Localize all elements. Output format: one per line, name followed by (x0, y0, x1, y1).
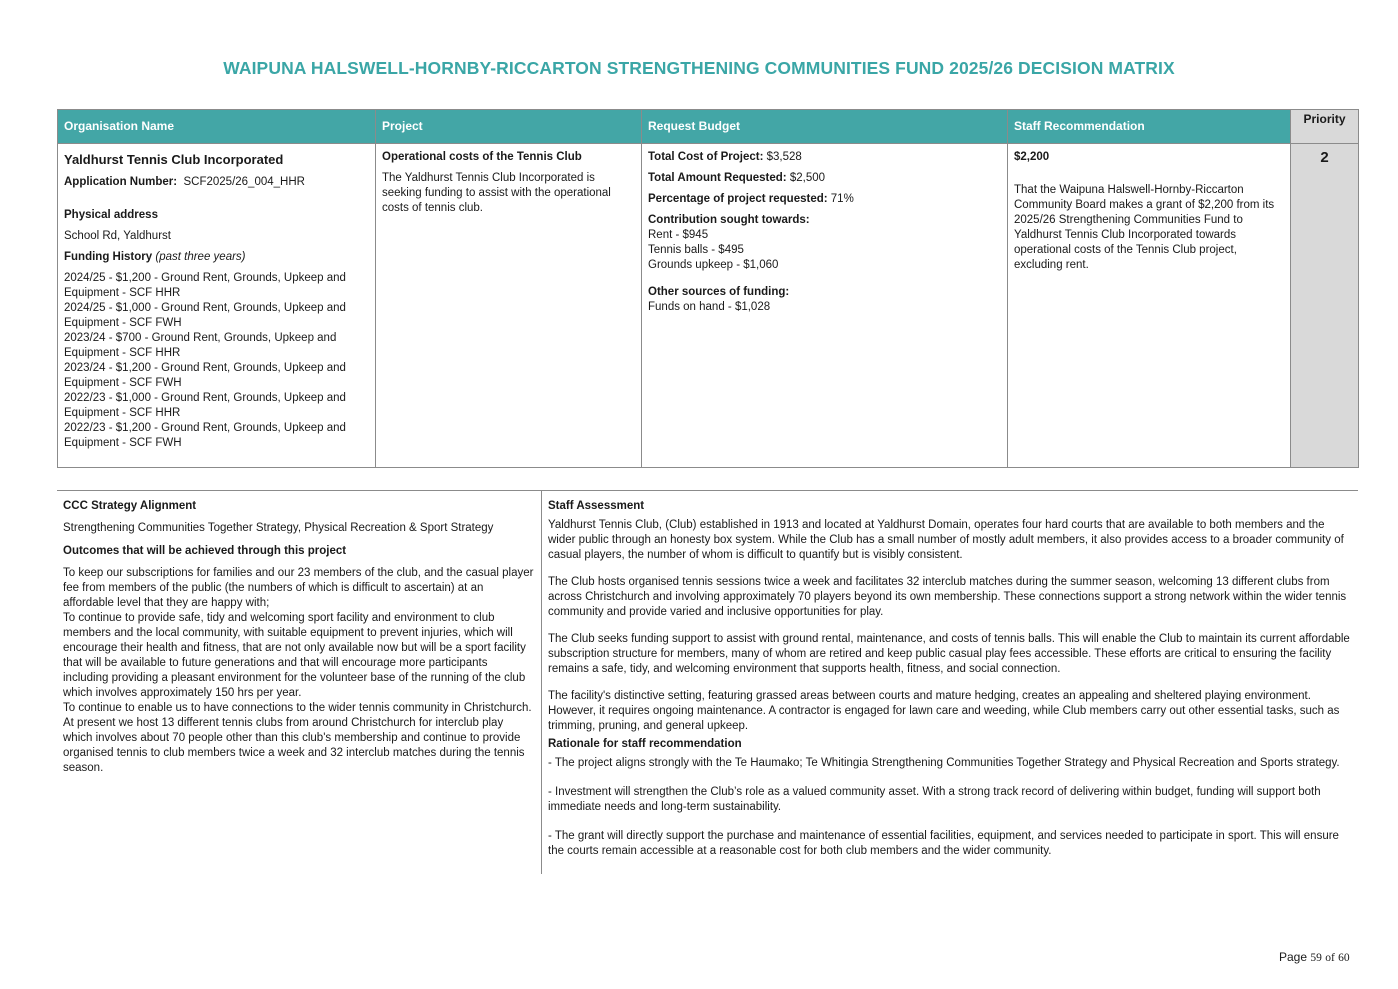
assessment-paragraph: The Club hosts organised tennis sessions twice a week and facilitates 32 interclub matches during the summer season, welcoming 13 different clubs from across Christchurch and involving approximately 70 players beyond its own membership. These connections support a strong network within the wider tennis community and provide varied and inclusive opportunities for play. (548, 576, 1347, 618)
staff-assessment-panel (541, 491, 1358, 874)
header-project: Project (376, 110, 642, 144)
list-item: Tennis balls - $495 (648, 244, 744, 256)
recommendation-text: That the Waipuna Halswell-Hornby-Riccarton Community Board makes a grant of $2,200 from its 2025/26 Strengthening Communities Fund to Yaldhurst Tennis Club Incorporated towards operational costs of the Tennis Club project, excluding rent. (1014, 184, 1275, 271)
list-item: 2023/24 - $700 - Ground Rent, Grounds, Upkeep and Equipment - SCF HHR (64, 332, 337, 359)
header-priority: Priority (1291, 110, 1359, 144)
assessment-section (57, 490, 1358, 874)
project-title: Operational costs of the Tennis Club (382, 151, 582, 163)
strategy-alignment-panel (57, 491, 541, 874)
assessment-paragraph: Yaldhurst Tennis Club, (Club) established in 1913 and located at Yaldhurst Domain, operates four hard courts that are available to both members and the wider public through an honesty box system. While the Club has a small number of mostly adult members, it also provides access to a broader community of casual players, the number of whom is difficult to quantify but is visibly consistent. (548, 519, 1344, 561)
list-item: Funds on hand - $1,028 (648, 301, 771, 313)
project-cell (376, 144, 642, 468)
header-organisation: Organisation Name (58, 110, 376, 144)
rationale-item: - Investment will strengthen the Club’s role as a valued community asset. With a strong track record of delivering within budget, funding will support both immediate needs and long-term sustainability. (548, 786, 1321, 813)
assessment-paragraph: The Club seeks funding support to assist with ground rental, maintenance, and costs of tennis balls. This will enable the Club to maintain its current affordable subscription structure for members, many of whom are retired and keep public casual play fees accessible. These efforts are critical to ensuring the facility remains a safe, tidy, and welcoming environment that supports health, fitness, and social connection. (548, 633, 1350, 675)
list-item: To continue to enable us to have connections to the wider tennis community in Christchurch. At present we host 13 different tennis clubs from around Christchurch for interclub play which involves about 70 people other than this club's membership and continue to provide organised tennis to club members twice a week and 32 interclub matches during the tennis season. (63, 702, 532, 774)
funding-history-label: Funding History (past three years) (64, 251, 246, 263)
rationale-heading: Rationale for staff recommendation (548, 738, 742, 750)
funding-history-list (64, 271, 369, 451)
header-budget: Request Budget (642, 110, 1008, 144)
amount-requested: Total Amount Requested: $2,500 (648, 172, 826, 184)
recommended-amount: $2,200 (1014, 151, 1050, 163)
organisation-cell (58, 144, 376, 468)
application-number: Application Number: SCF2025/26_004_HHR (64, 176, 305, 188)
list-item: 2022/23 - $1,000 - Ground Rent, Grounds, Upkeep and Equipment - SCF HHR (64, 392, 346, 419)
list-item: 2024/25 - $1,200 - Ground Rent, Grounds, Upkeep and Equipment - SCF HHR (64, 272, 346, 299)
recommendation-cell (1008, 144, 1291, 468)
table-row (58, 144, 1359, 468)
header-recommendation: Staff Recommendation (1008, 110, 1291, 144)
list-item: 2024/25 - $1,000 - Ground Rent, Grounds, Upkeep and Equipment - SCF FWH (64, 302, 346, 329)
page-number: Page 59 of 60 (1279, 950, 1350, 964)
list-item: Grounds upkeep - $1,060 (648, 259, 779, 271)
contribution-label: Contribution sought towards: (648, 214, 810, 226)
decision-matrix-table (57, 109, 1359, 468)
address-label: Physical address (64, 209, 158, 221)
rationale-item: - The project aligns strongly with the Te Haumako; Te Whitingia Strengthening Communities Together Strategy and Physical Recreation and Sports strategy. (548, 757, 1340, 769)
alignment-strategies: Strengthening Communities Together Strategy, Physical Recreation & Sport Strategy (63, 522, 494, 534)
total-cost: Total Cost of Project: $3,528 (648, 151, 802, 163)
outcomes-heading: Outcomes that will be achieved through this project (63, 545, 347, 557)
priority-value: 2 (1291, 144, 1359, 468)
list-item: To keep our subscriptions for families and our 23 members of the club, and the casual player fee from members of the public (the numbers of which is difficult to ascertain) at an affordable level that they are happy with; (63, 567, 534, 609)
list-item: Rent - $945 (648, 229, 709, 241)
table-header-row (58, 110, 1359, 144)
address-value: School Rd, Yaldhurst (64, 230, 171, 242)
assessment-paragraph: The facility's distinctive setting, featuring grassed areas between courts and mature hedging, creates an appealing and sheltered playing environment. However, it requires ongoing maintenance. A contractor is engaged for lawn care and weeding, while Club members carry out other essential tasks, such as trimming, pruning, and general upkeep. (548, 690, 1340, 732)
other-funding-label: Other sources of funding: (648, 286, 790, 298)
assessment-heading: Staff Assessment (548, 500, 645, 512)
page-title: WAIPUNA HALSWELL-HORNBY-RICCARTON STRENGTHENING COMMUNITIES FUND 2025/26 DECISION MATRIX (223, 58, 1175, 78)
list-item: 2022/23 - $1,200 - Ground Rent, Grounds, Upkeep and Equipment - SCF FWH (64, 422, 346, 449)
rationale-item: - The grant will directly support the purchase and maintenance of essential facilities, equipment, and services needed to participate in sport. This will ensure the courts remain accessible at a reasonable cost for both club members and the wider community. (548, 830, 1339, 857)
percentage-requested: Percentage of project requested: 71% (648, 193, 854, 205)
alignment-heading: CCC Strategy Alignment (63, 500, 197, 512)
list-item: To continue to provide safe, tidy and welcoming sport facility and environment to club members and the local community, with suitable equipment to prevent injuries, which will encourage their health and fitness, that are not only available now but will be a sport facility that will be available to future generations and that will encourage more participants including providing a pleasant environment for the volunteer base of the running of the club which involves approximately 150 hrs per year. (63, 612, 526, 699)
list-item: 2023/24 - $1,200 - Ground Rent, Grounds, Upkeep and Equipment - SCF FWH (64, 362, 346, 389)
organisation-name: Yaldhurst Tennis Club Incorporated (64, 152, 284, 167)
project-description: The Yaldhurst Tennis Club Incorporated is seeking funding to assist with the operational costs of tennis club. (382, 172, 611, 214)
budget-cell (642, 144, 1008, 468)
